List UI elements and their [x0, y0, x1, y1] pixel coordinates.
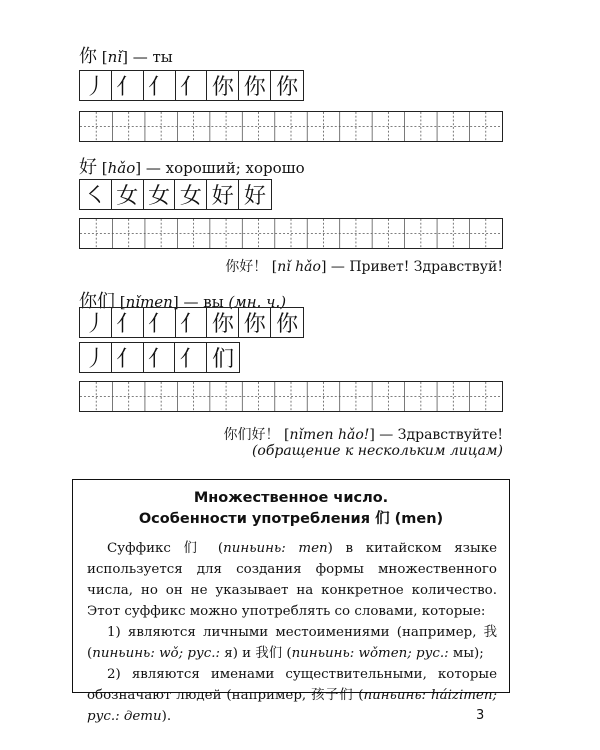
phrase-hanzi: 你好！ — [225, 259, 268, 275]
grammar-title-line1: Множественное число. — [193, 490, 389, 506]
stroke-cell: 女 — [112, 180, 144, 209]
grammar-title-line2: Особенности употребления 们 (men) — [138, 511, 444, 527]
stroke-cell: 丿 — [80, 71, 112, 100]
text-italic: пиньинь: wǒ; рус.: — [92, 646, 220, 661]
text-span: Суффикс 们 ( — [107, 541, 224, 556]
practice-grid-lines — [80, 382, 502, 411]
phrase-translation: Здравствуйте! — [397, 427, 503, 443]
text-span: я) и 我们 ( — [220, 646, 292, 661]
stroke-cell: 你 — [207, 71, 239, 100]
entry-heading-hao: 好 [hǎo] — хороший; хорошо — [79, 157, 305, 178]
practice-grid-lines — [80, 112, 502, 141]
stroke-cell: 亻 — [144, 71, 176, 100]
practice-grid-lines — [80, 219, 502, 248]
text-span: ). — [161, 709, 172, 724]
stroke-cell: 们 — [212, 347, 235, 372]
stroke-cell: 亻 — [112, 308, 144, 337]
grammar-box-title — [73, 488, 509, 530]
stroke-cell: 你 — [239, 71, 271, 100]
stroke-order-ni — [79, 70, 304, 101]
page-number: 3 — [476, 708, 485, 723]
phrase-note — [252, 443, 503, 459]
stroke-cell: 你 — [276, 75, 299, 100]
entry-meaning-note: (мн. ч.) — [228, 293, 287, 311]
entry-pinyin: nǐmen — [125, 293, 173, 311]
stroke-cell: 你 — [207, 308, 239, 337]
stroke-cell: 你 — [276, 312, 299, 337]
stroke-cell: 你 — [239, 308, 271, 337]
practice-grid-nimen[interactable] — [79, 381, 503, 412]
stroke-cell: 女 — [175, 180, 207, 209]
text-span: мы); — [448, 646, 484, 661]
stroke-order-nimen-1 — [79, 307, 304, 338]
phrase-note-text: (обращение к нескольким лицам) — [251, 443, 503, 459]
phrase-hanzi: 你们好！ — [223, 427, 280, 443]
phrase-nimen-hao: 你们好！ [nǐmen hǎo!] — Здравствуйте! — [223, 427, 503, 443]
stroke-cell: 好 — [244, 184, 267, 209]
grammar-paragraph-3 — [87, 664, 497, 727]
grammar-paragraph-2 — [87, 622, 497, 664]
text-italic: пиньинь: men — [223, 541, 328, 556]
entry-hanzi: 你 — [79, 46, 97, 67]
stroke-cell: 亻 — [112, 343, 144, 372]
entry-hanzi: 好 — [79, 157, 97, 178]
entry-hanzi: 你们 — [79, 291, 115, 312]
stroke-cell: 丿 — [80, 343, 112, 372]
entry-meaning: ты — [152, 48, 173, 66]
stroke-cell: 好 — [207, 180, 239, 209]
stroke-cell: 亻 — [112, 71, 144, 100]
text-span: 2) являются именами существительными, которые обозначают людей (например, 孩子们 ( — [87, 667, 497, 703]
text-italic: пиньинь: wǒmen; рус.: — [291, 646, 449, 661]
entry-pinyin: nǐ — [107, 48, 123, 66]
phrase-ni-hao: 你好！ [nǐ hǎo] — Привет! Здравствуй! — [225, 259, 503, 275]
stroke-cell: 亻 — [176, 308, 208, 337]
phrase-pinyin: nǐmen hǎo! — [289, 427, 370, 443]
grammar-box — [72, 479, 510, 724]
practice-grid-hao[interactable] — [79, 218, 503, 249]
entry-heading-nimen: 你们 [nǐmen] — вы (мн. ч.) — [79, 291, 287, 312]
stroke-cell: 亻 — [175, 343, 207, 372]
stroke-order-hao — [79, 179, 272, 210]
stroke-cell: 亻 — [144, 343, 176, 372]
stroke-cell: 女 — [144, 180, 176, 209]
stroke-cell: 亻 — [144, 308, 176, 337]
stroke-cell: 丿 — [80, 308, 112, 337]
practice-grid-ni[interactable] — [79, 111, 503, 142]
stroke-order-nimen-2 — [79, 342, 240, 373]
phrase-pinyin: nǐ hǎo — [277, 259, 321, 275]
stroke-cell: 亻 — [176, 71, 208, 100]
entry-meaning: вы — [203, 293, 224, 311]
grammar-paragraph-1 — [87, 538, 497, 622]
stroke-cell: ㇛ — [80, 180, 112, 209]
text-italic: пиньинь: háizimen; рус.: дети — [87, 688, 497, 724]
grammar-box-body — [73, 538, 509, 727]
entry-meaning: хороший; хорошо — [165, 159, 305, 177]
phrase-translation: Привет! Здравствуй! — [349, 259, 503, 275]
text-span: ) в китайском языке используется для создания формы множественного числа, но он не указывает на конкретное количество. Этот суффикс можно употреблять со словами, которые: — [87, 541, 497, 619]
entry-heading-ni: 你 [nǐ] — ты — [79, 46, 173, 67]
entry-pinyin: hǎo — [107, 159, 136, 177]
text-span: 1) являются личными местоимениями (например, 我( — [87, 625, 497, 661]
